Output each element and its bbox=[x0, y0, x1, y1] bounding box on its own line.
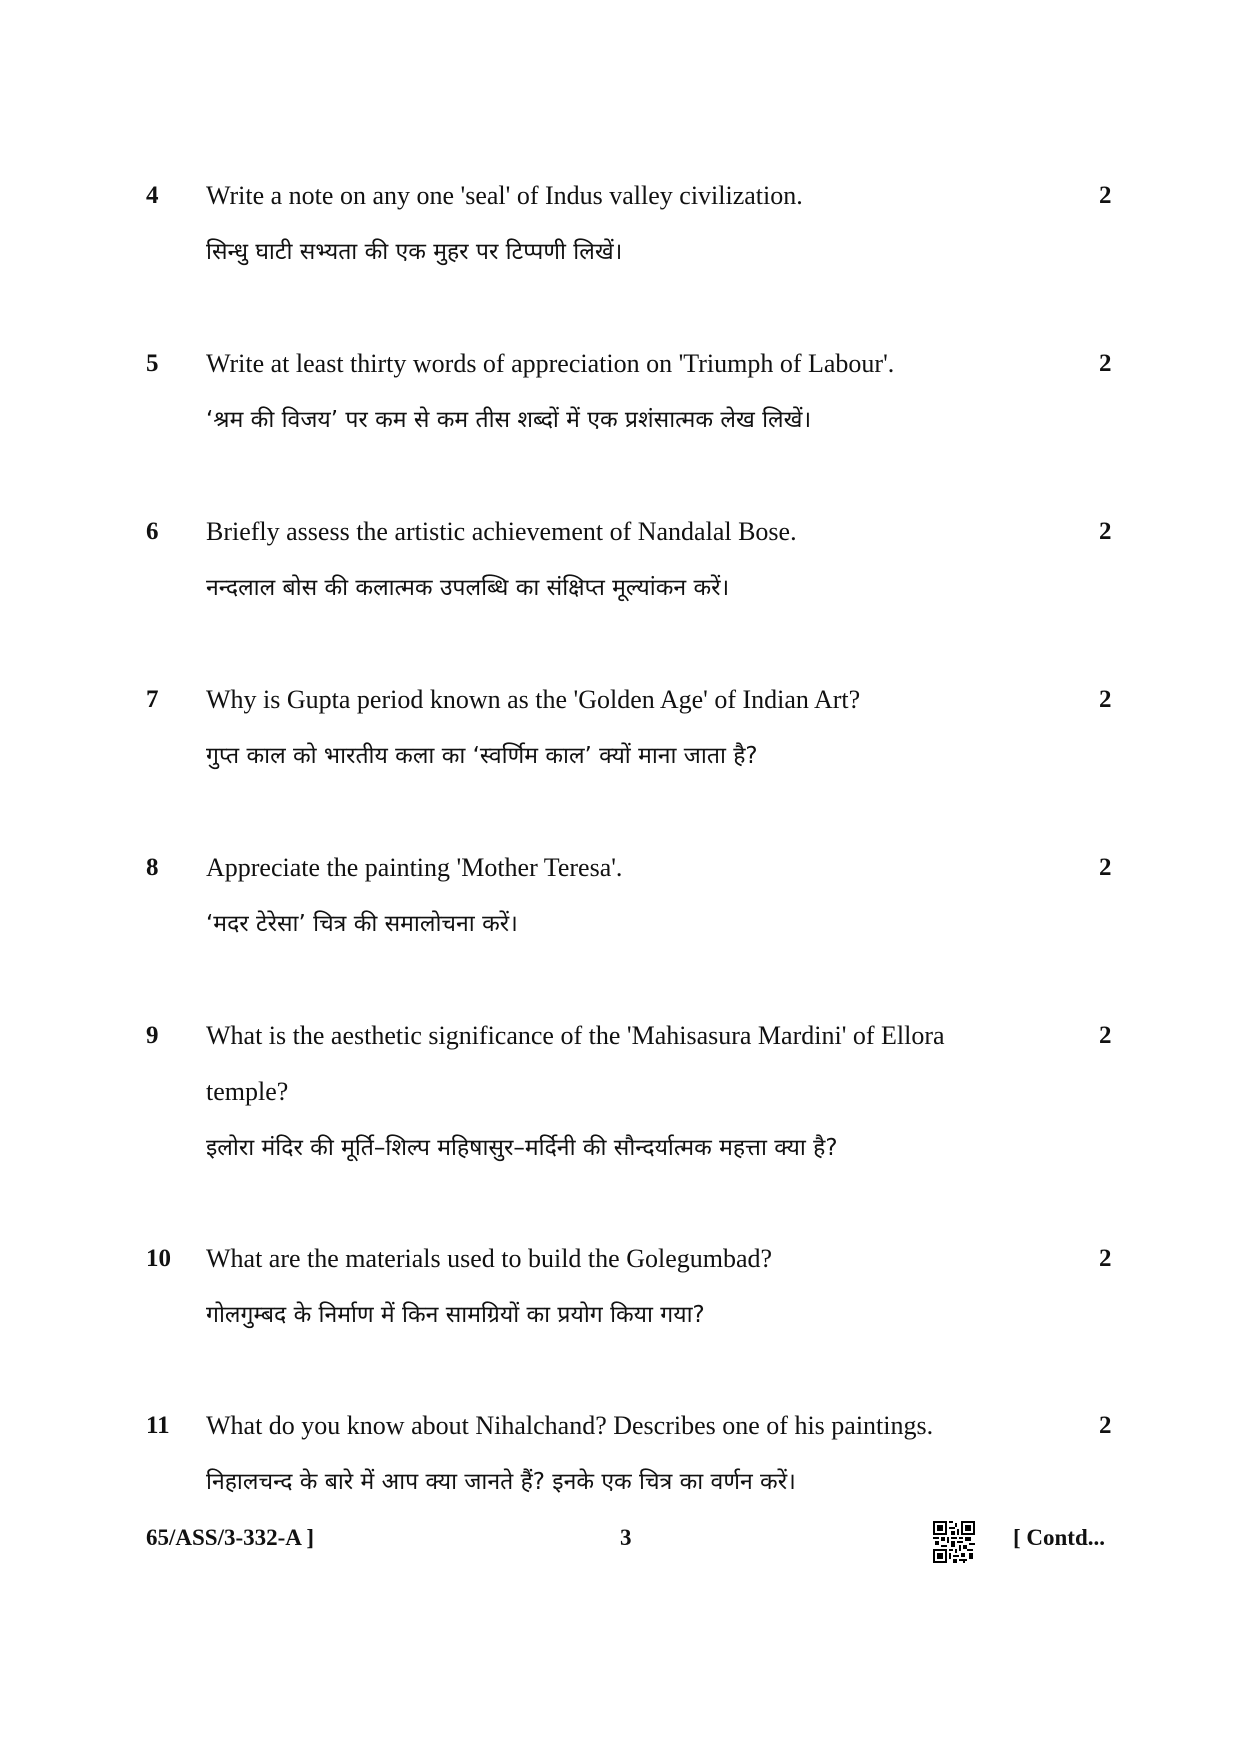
question-text-english: Appreciate the painting 'Mother Teresa'. bbox=[206, 853, 623, 882]
question-text-english: What is the aesthetic significance of the 'Mahisasura Mardini' of Ellora temple? bbox=[206, 1021, 945, 1106]
question-number: 8 bbox=[146, 854, 159, 881]
question-marks: 2 bbox=[1099, 350, 1112, 377]
question-text-hindi: इलोरा मंदिर की मूर्ति–शिल्प महिषासुर–मर्दिनी की सौन्दर्यात्मक महत्ता क्या है? bbox=[206, 1135, 838, 1161]
question-number: 4 bbox=[146, 182, 159, 209]
question-marks: 2 bbox=[1099, 1412, 1112, 1439]
question-text-hindi: निहालचन्द के बारे में आप क्या जानते हैं? इनके एक चित्र का वर्णन करें। bbox=[206, 1469, 796, 1495]
question-marks: 2 bbox=[1099, 1022, 1112, 1049]
question-text-english: What do you know about Nihalchand? Describes one of his paintings. bbox=[206, 1411, 934, 1440]
continued-label: [ Contd... bbox=[1013, 1525, 1106, 1550]
question-number: 5 bbox=[146, 350, 159, 377]
question-text-english: Write a note on any one 'seal' of Indus valley civilization. bbox=[206, 181, 803, 210]
page-number: 3 bbox=[620, 1525, 632, 1550]
question-marks: 2 bbox=[1099, 1245, 1112, 1272]
question-text-english: What are the materials used to build the Golegumbad? bbox=[206, 1244, 773, 1273]
question-number: 9 bbox=[146, 1022, 159, 1049]
qr-code-icon bbox=[933, 1521, 975, 1563]
question-number: 11 bbox=[146, 1412, 170, 1439]
question-number: 6 bbox=[146, 518, 159, 545]
question-text-hindi: ‘श्रम की विजय’ पर कम से कम तीस शब्दों में एक प्रशंसात्मक लेख लिखें। bbox=[206, 407, 812, 433]
paper-code: 65/ASS/3-332-A ] bbox=[146, 1525, 315, 1550]
question-text-hindi: गुप्त काल को भारतीय कला का ‘स्वर्णिम काल’ क्यों माना जाता है? bbox=[206, 743, 758, 769]
question-text-english: Why is Gupta period known as the 'Golden Age' of Indian Art? bbox=[206, 685, 861, 714]
question-number: 10 bbox=[146, 1245, 171, 1272]
question-text-english: Write at least thirty words of appreciation on 'Triumph of Labour'. bbox=[206, 349, 895, 378]
question-text-hindi: ‘मदर टेरेसा’ चित्र की समालोचना करें। bbox=[206, 911, 518, 937]
question-marks: 2 bbox=[1099, 686, 1112, 713]
question-marks: 2 bbox=[1099, 518, 1112, 545]
question-text-hindi: नन्दलाल बोस की कलात्मक उपलब्धि का संक्षिप्त मूल्यांकन करें। bbox=[206, 575, 730, 601]
question-number: 7 bbox=[146, 686, 159, 713]
question-text-english: Briefly assess the artistic achievement of Nandalal Bose. bbox=[206, 517, 797, 546]
question-text-hindi: गोलगुम्बद के निर्माण में किन सामग्रियों का प्रयोग किया गया? bbox=[206, 1302, 705, 1328]
question-marks: 2 bbox=[1099, 182, 1112, 209]
question-text-hindi: सिन्धु घाटी सभ्यता की एक मुहर पर टिप्पणी लिखें। bbox=[206, 239, 623, 265]
question-marks: 2 bbox=[1099, 854, 1112, 881]
page-footer bbox=[0, 1523, 1240, 1563]
